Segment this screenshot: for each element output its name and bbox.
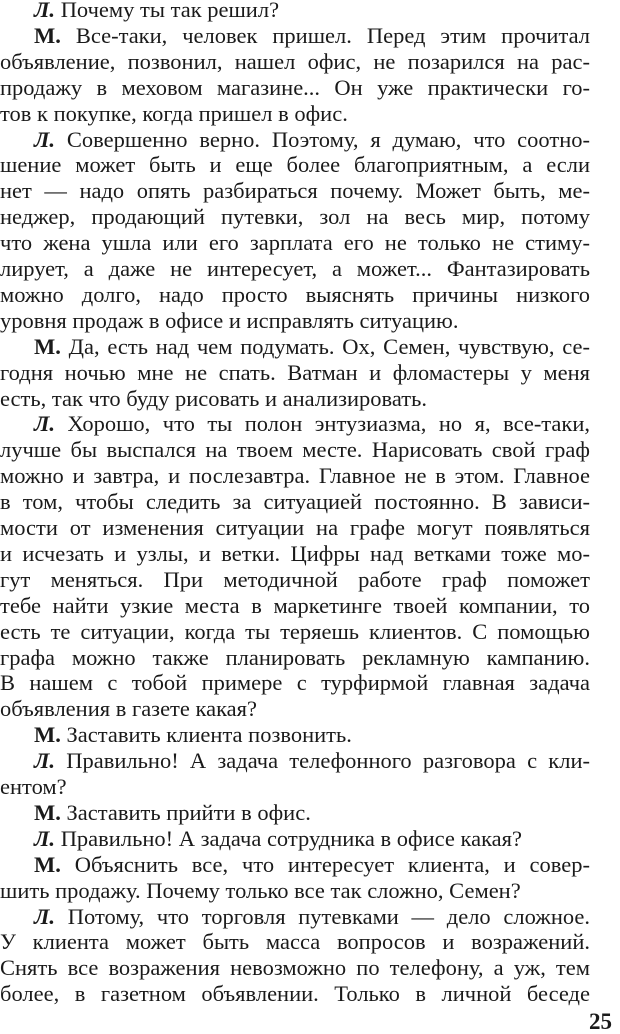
speaker-label: М.	[34, 799, 61, 825]
line-text: шение может быть и еще более благоприятным, а если	[0, 152, 590, 178]
line-text: мости от изменения ситуации на графе могут появляться	[0, 515, 590, 540]
text-line	[34, 905, 590, 929]
line-text: уровня продаж в офисе и исправлять ситуацию.	[0, 307, 459, 333]
line-text: Совершенно верно. Поэтому, я думаю, что соотно-	[55, 126, 590, 152]
speaker-label: Л.	[34, 903, 56, 929]
text-line	[34, 24, 590, 48]
text-line	[0, 516, 590, 540]
text-line	[0, 542, 590, 566]
text-line	[0, 775, 590, 799]
line-text: есть, так что буду рисовать и анализировать.	[0, 385, 428, 411]
text-line	[34, 827, 590, 851]
text-line	[34, 801, 590, 825]
line-text: более, в газетном объявлении. Только в личной беседе	[0, 981, 590, 1007]
speaker-label: Л.	[34, 411, 56, 437]
text-line	[0, 361, 590, 385]
text-line	[34, 749, 590, 773]
line-text: лирует, а даже не интересует, а может... Фантазировать	[0, 256, 590, 281]
text-line	[34, 128, 590, 152]
line-text: В нашем с тобой примере с турфирмой главная задача	[0, 670, 590, 696]
text-line	[0, 309, 590, 333]
text-line	[0, 620, 590, 644]
line-text: Объяснить все, что интересует клиента, и совер-	[60, 851, 590, 877]
line-text: Снять все возражения невозможно по телефону, а уж, тем	[0, 955, 590, 981]
page-number: 25	[589, 1009, 612, 1034]
text-line	[34, 335, 590, 359]
line-text: продажу в меховом магазине... Он уже практически го-	[0, 74, 590, 100]
text-line	[0, 231, 590, 255]
text-line	[0, 490, 590, 514]
line-text: Правильно! А задача телефонного разговора с кли-	[55, 748, 590, 774]
line-text: лучше бы выспался на твоем месте. Нарисовать свой граф	[0, 437, 590, 463]
line-text: Заставить клиента позвонить.	[60, 722, 352, 748]
text-line	[0, 982, 590, 1006]
text-line	[0, 257, 590, 281]
text-line	[0, 594, 590, 618]
line-text: объявление, позвонил, нашел офис, не позарился на рас-	[0, 48, 590, 74]
line-text: и исчезать и узлы, и ветки. Цифры над ветками тоже мо-	[0, 540, 590, 566]
line-text: тов к покупке, когда пришел в офис.	[0, 100, 348, 126]
text-line	[0, 671, 590, 695]
text-line	[34, 412, 590, 436]
speaker-label: Л.	[34, 825, 56, 851]
speaker-label: Л.	[34, 748, 56, 774]
line-text: Заставить прийти в офис.	[60, 799, 311, 825]
text-line	[0, 956, 590, 980]
line-text: Все-таки, человек пришел. Перед этим прочитал	[60, 22, 590, 48]
line-text: можно и завтра, и послезавтра. Главное не в этом. Главное	[0, 463, 590, 489]
text-line	[0, 438, 590, 462]
text-line	[0, 102, 590, 126]
text-line	[0, 646, 590, 670]
text-line	[34, 723, 590, 747]
line-text: Правильно! А задача сотрудника в офисе какая?	[55, 825, 522, 851]
line-text: У клиента может быть масса вопросов и возражений.	[0, 929, 590, 955]
text-line	[34, 853, 590, 877]
line-text: есть те ситуации, когда ты теряешь клиентов. С помощью	[0, 618, 590, 644]
text-line	[0, 50, 590, 74]
text-line	[0, 930, 590, 954]
text-line	[0, 697, 590, 721]
text-line	[0, 387, 590, 411]
line-text: годня ночью мне не спать. Ватман и фломастеры у меня	[0, 359, 590, 385]
text-line	[0, 879, 590, 903]
text-line	[0, 153, 590, 177]
text-line	[0, 464, 590, 488]
text-line	[0, 179, 590, 203]
speaker-label: М.	[34, 722, 61, 748]
speaker-label: М.	[34, 333, 61, 359]
line-text: тебе найти узкие места в маркетинге твоей компании, то	[0, 592, 590, 618]
line-text: гут меняться. При методичной работе граф поможет	[0, 566, 590, 592]
line-text: Почему ты так решил?	[55, 0, 280, 22]
text-line	[0, 568, 590, 592]
speaker-label: Л.	[34, 0, 56, 22]
line-text: объявления в газете какая?	[0, 696, 257, 722]
text-line	[0, 205, 590, 229]
speaker-label: Л.	[34, 126, 56, 152]
line-text: Потому, что торговля путевками — дело сложное.	[55, 903, 590, 929]
line-text: шить продажу. Почему только все так сложно, Семен?	[0, 877, 521, 903]
line-text: Да, есть над чем подумать. Ох, Семен, чувствую, се-	[60, 333, 590, 359]
speaker-label: М.	[34, 22, 61, 48]
line-text: ентом?	[0, 774, 67, 799]
speaker-label: М.	[34, 851, 61, 877]
line-text: графа можно также планировать рекламную кампанию.	[0, 644, 590, 670]
line-text: нет — надо опять разбираться почему. Может быть, ме-	[0, 178, 590, 204]
line-text: в том, чтобы следить за ситуацией постоянно. В зависи-	[0, 489, 590, 515]
line-text: Хорошо, что ты полон энтузиазма, но я, все-таки,	[55, 411, 590, 437]
line-text: неджер, продающий путевки, зол на весь мир, потому	[0, 204, 590, 230]
line-text: можно долго, надо просто выяснять причины низкого	[0, 281, 590, 307]
line-text: что жена ушла или его зарплата его не только не стиму-	[0, 230, 590, 256]
text-line	[0, 76, 590, 100]
text-line	[34, 0, 590, 22]
text-line	[0, 283, 590, 307]
